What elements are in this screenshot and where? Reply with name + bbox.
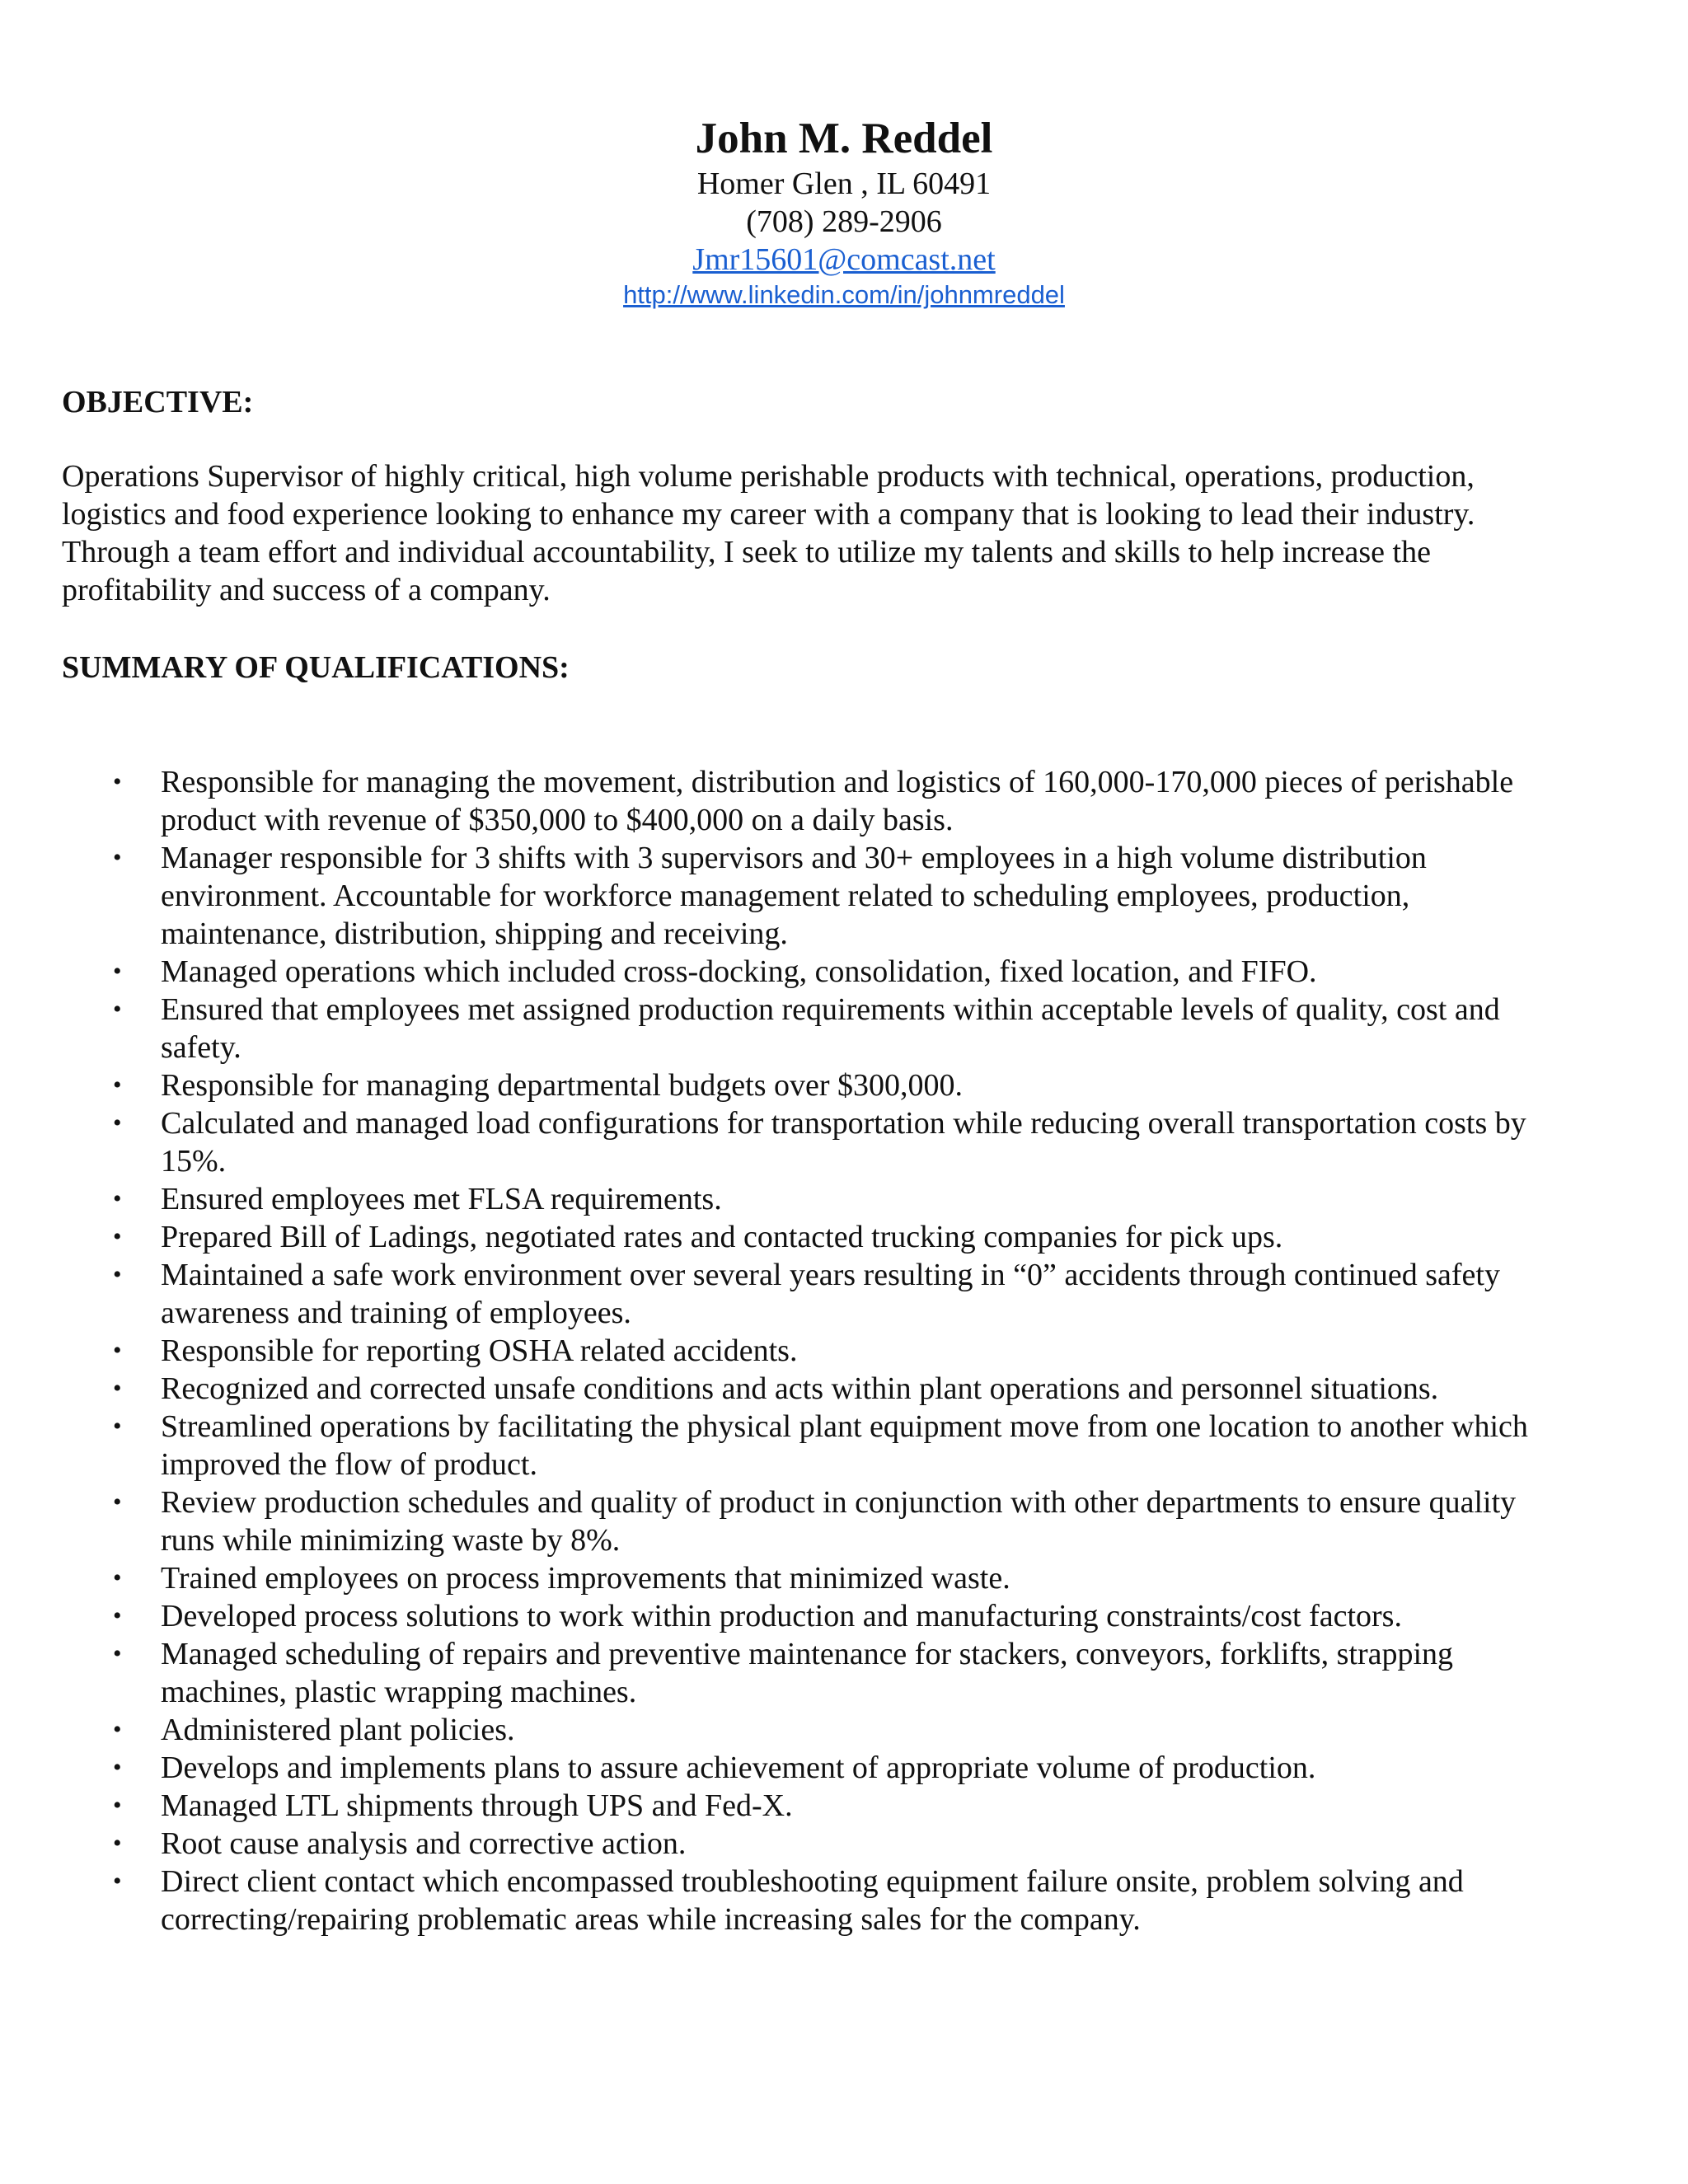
qualification-item bbox=[62, 1256, 1628, 1332]
bullet-icon: • bbox=[113, 1413, 122, 1440]
qualification-text: Ensured that employees met assigned production requirements within acceptable levels of quality, cost and bbox=[161, 992, 1500, 1027]
qualification-text: Calculated and managed load configurations for transportation while reducing overall transportation costs by bbox=[161, 1106, 1526, 1141]
bullet-icon: • bbox=[113, 1792, 122, 1819]
qualification-item bbox=[62, 1180, 1628, 1218]
bullet-icon: • bbox=[113, 1375, 122, 1402]
qualification-item bbox=[62, 1863, 1628, 1938]
phone-number: (708) 289-2906 bbox=[746, 204, 942, 239]
qualification-item bbox=[62, 1104, 1628, 1180]
qualification-text: Ensured employees met FLSA requirements. bbox=[161, 1182, 722, 1216]
qualification-item bbox=[62, 1559, 1628, 1597]
objective-line: profitability and success of a company. bbox=[62, 573, 551, 607]
qualification-text: improved the flow of product. bbox=[161, 1447, 537, 1482]
qualification-text: runs while minimizing waste by 8%. bbox=[161, 1523, 621, 1558]
qualification-item bbox=[62, 953, 1628, 991]
qualification-item bbox=[62, 763, 1628, 839]
qualification-text: Direct client contact which encompassed troubleshooting equipment failure onsite, problem solving and bbox=[161, 1864, 1464, 1899]
qualification-item bbox=[62, 1408, 1628, 1483]
qualification-text: Responsible for reporting OSHA related accidents. bbox=[161, 1333, 798, 1368]
qualification-text: Develops and implements plans to assure achievement of appropriate volume of production. bbox=[161, 1750, 1316, 1785]
qualifications-list bbox=[62, 763, 1628, 1938]
objective-line: Operations Supervisor of highly critical, high volume perishable products with technical, operations, production, bbox=[62, 459, 1475, 494]
bullet-icon: • bbox=[113, 1754, 122, 1781]
qualification-text: Managed operations which included cross-docking, consolidation, fixed location, and FIFO. bbox=[161, 954, 1317, 989]
objective-line: Through a team effort and individual accountability, I seek to utilize my talents and skills to help increase the bbox=[62, 535, 1431, 569]
qualification-text: Trained employees on process improvements that minimized waste. bbox=[161, 1561, 1010, 1596]
qualification-item bbox=[62, 991, 1628, 1066]
qualification-text: machines, plastic wrapping machines. bbox=[161, 1675, 637, 1709]
bullet-icon: • bbox=[113, 1640, 122, 1667]
bullet-icon: • bbox=[113, 1488, 122, 1516]
qualification-item bbox=[62, 1066, 1628, 1104]
qualification-text: Developed process solutions to work within production and manufacturing constraints/cost factors. bbox=[161, 1599, 1402, 1633]
bullet-icon: • bbox=[113, 768, 122, 795]
qualification-item bbox=[62, 1787, 1628, 1825]
qualification-text: Responsible for managing departmental budgets over $300,000. bbox=[161, 1068, 964, 1103]
qualification-item bbox=[62, 1749, 1628, 1787]
qualification-text: Streamlined operations by facilitating the physical plant equipment move from one location to another which bbox=[161, 1409, 1528, 1444]
objective-line: logistics and food experience looking to enhance my career with a company that is looking to lead their industry. bbox=[62, 497, 1475, 532]
bullet-icon: • bbox=[113, 844, 122, 871]
qualification-text: Prepared Bill of Ladings, negotiated rates and contacted trucking companies for pick ups. bbox=[161, 1220, 1283, 1254]
qualification-item bbox=[62, 1370, 1628, 1408]
qualification-item bbox=[62, 1218, 1628, 1256]
linkedin-link[interactable]: http://www.linkedin.com/in/johnmreddel bbox=[623, 280, 1065, 309]
bullet-icon: • bbox=[113, 1602, 122, 1629]
qualification-item bbox=[62, 1483, 1628, 1559]
qualification-item bbox=[62, 1597, 1628, 1635]
objective-paragraph bbox=[62, 457, 1628, 609]
qualification-text: Root cause analysis and corrective action. bbox=[161, 1826, 687, 1861]
qualification-text: Recognized and corrected unsafe conditions and acts within plant operations and personnel situations. bbox=[161, 1371, 1439, 1406]
qualification-text: Maintained a safe work environment over several years resulting in “0” accidents through continued safety bbox=[161, 1258, 1500, 1292]
qualification-text: Managed LTL shipments through UPS and Fed-X. bbox=[161, 1788, 793, 1823]
bullet-icon: • bbox=[113, 1716, 122, 1743]
qualification-text: product with revenue of $350,000 to $400,000 on a daily basis. bbox=[161, 803, 954, 837]
qualification-item bbox=[62, 1635, 1628, 1711]
summary-heading: SUMMARY OF QUALIFICATIONS: bbox=[62, 650, 570, 685]
qualification-text: correcting/repairing problematic areas while increasing sales for the company. bbox=[161, 1902, 1141, 1937]
bullet-icon: • bbox=[113, 1185, 122, 1212]
resume-header bbox=[0, 112, 1688, 312]
qualification-text: Manager responsible for 3 shifts with 3 supervisors and 30+ employees in a high volume distribution bbox=[161, 841, 1427, 875]
qualification-text: Review production schedules and quality of product in conjunction with other departments to ensure quality bbox=[161, 1485, 1517, 1520]
bullet-icon: • bbox=[113, 1261, 122, 1288]
qualification-text: 15%. bbox=[161, 1144, 227, 1179]
qualification-text: safety. bbox=[161, 1030, 241, 1065]
qualification-item bbox=[62, 839, 1628, 953]
candidate-name: John M. Reddel bbox=[695, 115, 993, 162]
bullet-icon: • bbox=[113, 1868, 122, 1895]
qualification-text: maintenance, distribution, shipping and receiving. bbox=[161, 916, 788, 951]
qualification-text: awareness and training of employees. bbox=[161, 1296, 631, 1330]
bullet-icon: • bbox=[113, 1223, 122, 1250]
bullet-icon: • bbox=[113, 996, 122, 1023]
bullet-icon: • bbox=[113, 1071, 122, 1099]
bullet-icon: • bbox=[113, 1564, 122, 1591]
bullet-icon: • bbox=[113, 1337, 122, 1364]
qualification-text: Administered plant policies. bbox=[161, 1713, 515, 1747]
qualification-item bbox=[62, 1711, 1628, 1749]
bullet-icon: • bbox=[113, 1830, 122, 1857]
bullet-icon: • bbox=[113, 1109, 122, 1137]
qualification-text: Managed scheduling of repairs and preventive maintenance for stackers, conveyors, forklifts, strapping bbox=[161, 1637, 1454, 1671]
qualification-text: Responsible for managing the movement, distribution and logistics of 160,000-170,000 pieces of perishable bbox=[161, 765, 1514, 799]
email-link[interactable]: Jmr15601@comcast.net bbox=[692, 242, 996, 277]
qualification-item bbox=[62, 1332, 1628, 1370]
address: Homer Glen , IL 60491 bbox=[696, 166, 992, 201]
bullet-icon: • bbox=[113, 958, 122, 985]
qualification-item bbox=[62, 1825, 1628, 1863]
objective-heading: OBJECTIVE: bbox=[62, 385, 254, 419]
qualification-text: environment. Accountable for workforce management related to scheduling employees, production, bbox=[161, 879, 1410, 913]
